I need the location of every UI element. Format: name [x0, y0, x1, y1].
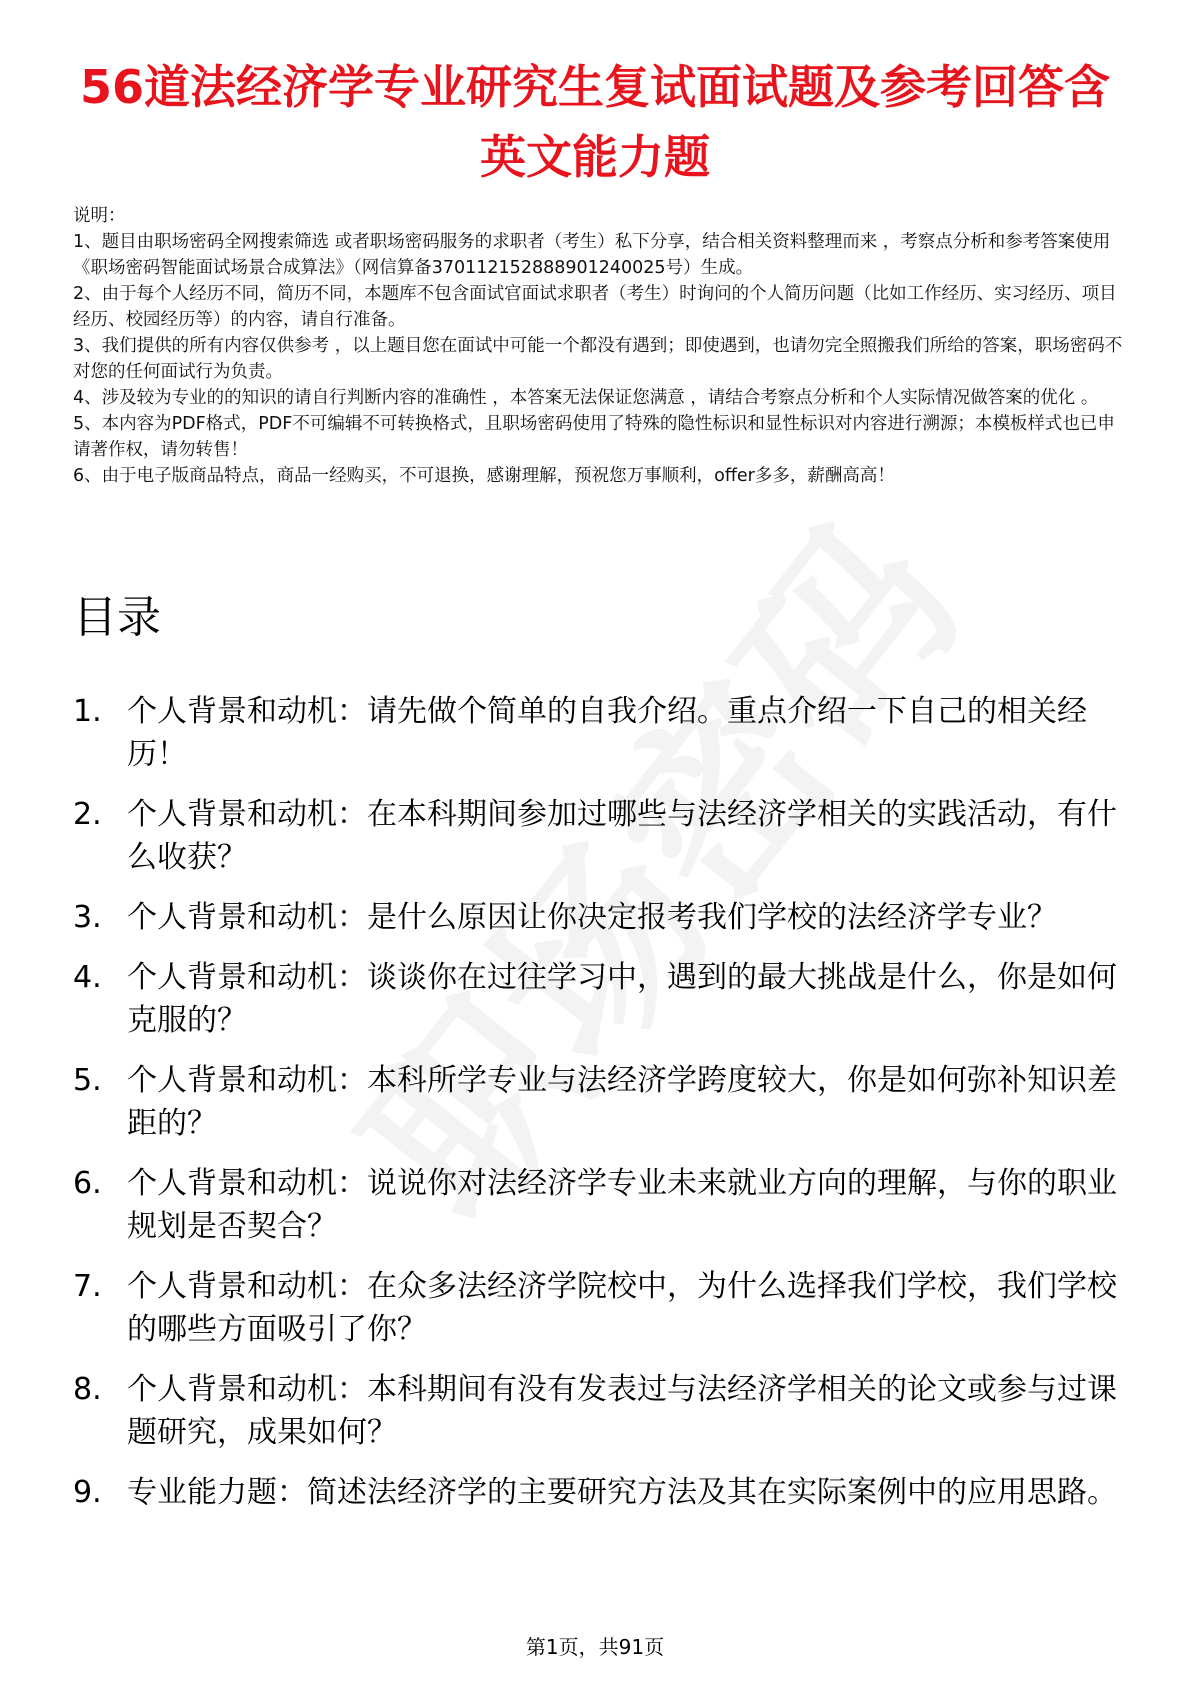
toc-item-text: 个人背景和动机：说说你对法经济学专业未来就业方向的理解，与你的职业规划是否契合？ — [127, 1166, 1117, 1244]
toc-item[interactable] — [73, 896, 1133, 939]
note-item: 1、题目由职场密码全网搜索筛选 或者职场密码服务的求职者（考生）私下分享，结合相关资料整理而来 ，考察点分析和参考答案使用《职场密码智能面试场景合成算法》（网信算备370112152888901240025号）生成。 — [73, 232, 1111, 278]
note-item: 6、由于电子版商品特点，商品一经购买，不可退换，感谢理解，预祝您万事顺利，offer多多，薪酬高高！ — [73, 466, 895, 486]
toc-item[interactable] — [73, 690, 1133, 776]
toc-item-number: 9. — [73, 1475, 102, 1510]
toc-item-number: 8. — [73, 1372, 102, 1407]
toc-item-number: 2. — [73, 797, 102, 832]
note-item: 3、我们提供的所有内容仅供参考 ，以上题目您在面试中可能一个都没有遇到；即使遇到，也请勿完全照搬我们所给的答案，职场密码不对您的任何面试行为负责。 — [73, 336, 1123, 382]
note-item: 5、本内容为PDF格式，PDF不可编辑不可转换格式，且职场密码使用了特殊的隐性标识和显性标识对内容进行溯源；本模板样式也已申请著作权，请勿转售！ — [73, 414, 1115, 460]
toc-item[interactable] — [73, 1059, 1133, 1145]
document-title: 56道法经济学专业研究生复试面试题及参考回答含英文能力题 — [79, 60, 1110, 184]
toc-item-number: 3. — [73, 900, 102, 935]
toc-item-number: 6. — [73, 1166, 102, 1201]
toc-item[interactable] — [73, 793, 1133, 879]
notes-heading: 说明： — [73, 206, 126, 226]
note-item: 4、涉及较为专业的的知识的请自行判断内容的准确性 ，本答案无法保证您满意 ，请结合考察点分析和个人实际情况做答案的优化 。 — [73, 388, 1099, 408]
toc-item[interactable] — [73, 1471, 1133, 1514]
toc-item[interactable] — [73, 956, 1133, 1042]
toc-item-number: 4. — [73, 960, 102, 995]
toc-heading: 目录 — [73, 592, 161, 643]
toc-item[interactable] — [73, 1162, 1133, 1248]
toc-item-text: 个人背景和动机：谈谈你在过往学习中，遇到的最大挑战是什么，你是如何克服的？ — [127, 960, 1117, 1038]
toc-item-text: 个人背景和动机：是什么原因让你决定报考我们学校的法经济学专业？ — [127, 900, 1057, 935]
toc-item-number: 7. — [73, 1269, 102, 1304]
notes-section — [73, 203, 1123, 489]
toc-item[interactable] — [73, 1265, 1133, 1351]
toc-item-text: 专业能力题：简述法经济学的主要研究方法及其在实际案例中的应用思路。 — [127, 1475, 1117, 1510]
toc-item-text: 个人背景和动机：在本科期间参加过哪些与法经济学相关的实践活动，有什么收获？ — [127, 797, 1117, 875]
toc-item-text: 个人背景和动机：本科期间有没有发表过与法经济学相关的论文或参与过课题研究，成果如何？ — [127, 1372, 1117, 1450]
toc-item[interactable] — [73, 1368, 1133, 1454]
toc-item-number: 1. — [73, 694, 102, 729]
toc-item-text: 个人背景和动机：在众多法经济学院校中，为什么选择我们学校，我们学校的哪些方面吸引了你？ — [127, 1269, 1117, 1347]
toc-item-text: 个人背景和动机：请先做个简单的自我介绍。重点介绍一下自己的相关经历！ — [127, 694, 1087, 772]
toc-item-number: 5. — [73, 1063, 102, 1098]
note-item: 2、由于每个人经历不同，简历不同，本题库不包含面试官面试求职者（考生）时询问的个人简历问题（比如工作经历、实习经历、项目经历、校园经历等）的内容，请自行准备。 — [73, 284, 1117, 330]
toc-item-text: 个人背景和动机：本科所学专业与法经济学跨度较大，你是如何弥补知识差距的？ — [127, 1063, 1117, 1141]
toc-list — [73, 690, 1133, 1531]
page-footer: 第1页，共91页 — [525, 1635, 665, 1659]
